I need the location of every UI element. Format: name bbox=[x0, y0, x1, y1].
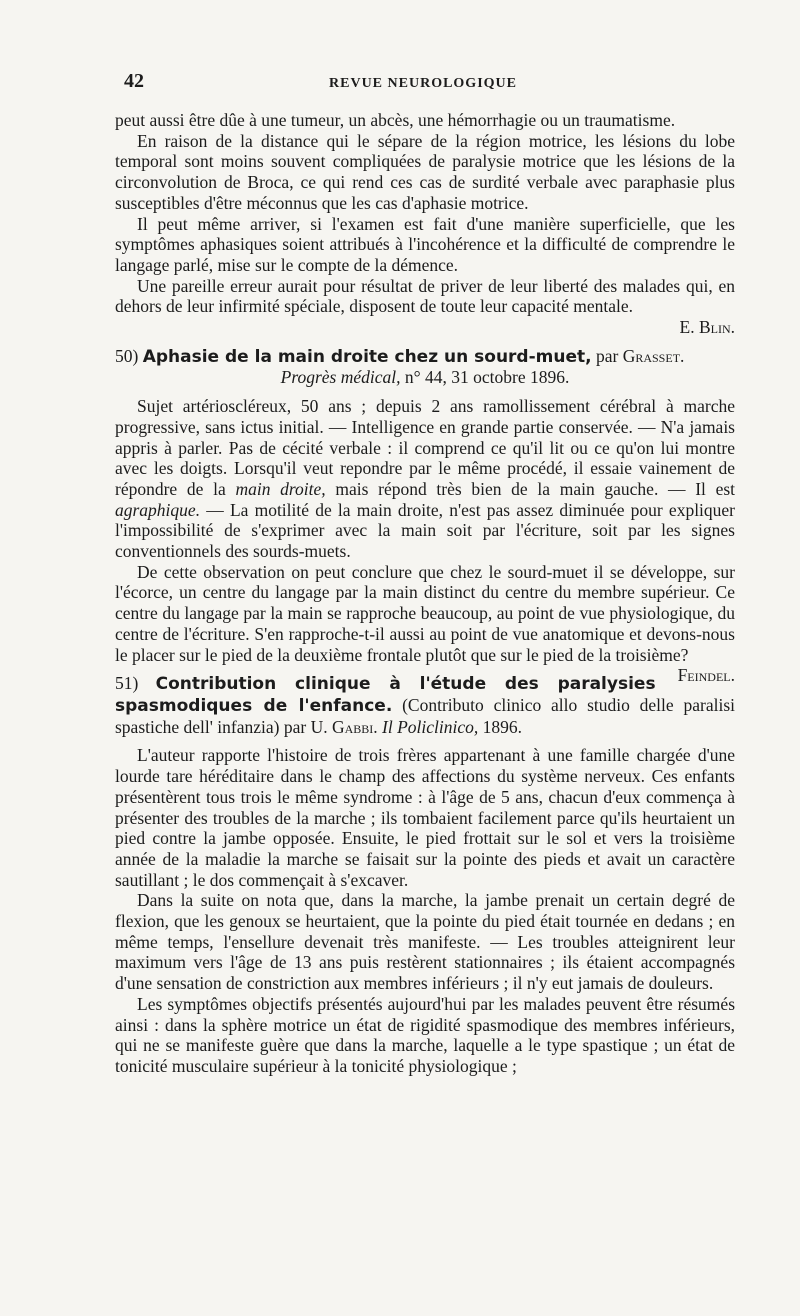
article-by: par bbox=[595, 345, 619, 366]
article-source bbox=[115, 367, 735, 388]
signature: Feindel. bbox=[677, 665, 735, 686]
article-number: 50) bbox=[115, 345, 139, 366]
article-number: 51) bbox=[115, 673, 139, 694]
article-author: Gabbi. bbox=[331, 716, 378, 737]
paragraph: Il peut même arriver, si l'examen est fait d'une manière superficielle, que les symptômes aphasiques soient attribués à l'incohérence et la difficulté de comprendre le langage parlé, mise sur le compte de la démence. bbox=[115, 213, 735, 275]
article-heading bbox=[115, 346, 735, 368]
journal-issue: n° 44, 31 octobre 1896. bbox=[404, 367, 570, 388]
paragraph: Sujet artérioscléreux, 50 ans ; depuis 2 ans ramollissement cérébral à marche progressive, sans ictus initial. — Intelligence en grande partie conservée. — N'a jamais appris à parler. Pas de cécité verbale : il comprend ce qu'il lit ou ce qu'on lui montre avec les doigts. Lorsqu'il veut repondre par le même procédé, il essaie vainement de répondre de la main droite, mais répond très bien de la main gauche. — Il est agraphique. — La motilité de la main droite, n'est pas assez diminuée pour expliquer l'impossibilité de s'exprimer avec la main soit par l'écriture, soit par les signes conventionnels des sourds-muets. bbox=[115, 396, 736, 562]
article-heading bbox=[115, 673, 735, 737]
journal-name: Il Policlinico, bbox=[382, 716, 479, 737]
article-author: Grasset. bbox=[622, 345, 685, 366]
signature: E. Blin. bbox=[679, 317, 735, 338]
paragraph: De cette observation on peut conclure que chez le sourd-muet il se développe, sur l'écorce, un centre du langage par la main distinct du centre du membre supérieur. Ce centre du langage par la main se rapproche beaucoup, au point de vue physiologique, du centre de l'écriture. S'en rapproche-t-il aussi au point de vue anatomique et devons-nous le placer sur le pied de la deuxième frontale plutôt que sur le pied de la troisième? Feindel. bbox=[115, 561, 735, 686]
paragraph: L'auteur rapporte l'histoire de trois frères appartenant à une famille chargée d'une lourde tare héréditaire dans le champ des affections du système nerveux. Ces enfants présentèrent tous trois le même syndrome : à l'âge de 5 ans, chacun d'eux commença à présenter des troubles de la marche ; ils tombaient facilement parce qu'ils heurtaient un pied contre la jambe opposée. Ensuite, le pied frottait sur le sol et vers la troisième année de la maladie la marche se faisait sur la pointe des pieds et avait un caractère sautillant ; le dos commençait à s'excaver. bbox=[115, 745, 735, 890]
page-body bbox=[115, 110, 735, 1077]
article-title: Contribution clinique à l'étude des paralysies spasmodiques de l'enfance. bbox=[115, 674, 656, 716]
paragraph: En raison de la distance qui le sépare de la région motrice, les lésions du lobe temporal sont moins souvent compliquées de paralysie motrice que les lésions de la circonvolution de Broca, ce qui rend ces cas de surdité verbale avec paraphasie plus susceptibles d'être méconnus que les cas d'aphasie motrice. bbox=[115, 130, 735, 213]
journal-year: 1896. bbox=[482, 716, 523, 737]
paragraph: Les symptômes objectifs présentés aujourd'hui par les malades peuvent être résumés ainsi : dans la sphère motrice un état de rigidité spasmodique des membres inférieurs, qui ne se manifeste guère que dans la marche, laquelle a le type spastique ; un état de tonicité musculaire supérieur à la tonicité physiologique ; bbox=[115, 993, 735, 1076]
paragraph: Dans la suite on nota que, dans la marche, la jambe prenait un certain degré de flexion, que les genoux se heurtaient, que la pointe du pied était tournée en dedans ; en même temps, l'ensellure devenait très manifeste. — Les troubles atteignirent leur maximum vers l'âge de 13 ans puis restèrent stationnaires ; ils étaient accompagnés d'une sensation de constriction aux membres inférieurs ; il n'y eut jamais de douleurs. bbox=[115, 890, 735, 994]
page-header bbox=[118, 70, 728, 94]
article-title: Aphasie de la main droite chez un sourd-muet, bbox=[142, 346, 592, 367]
page-number: 42 bbox=[124, 70, 144, 92]
paragraph: Une pareille erreur aurait pour résultat de priver de leur liberté des malades qui, en dehors de leur infirmité spéciale, disposent de toute leur capacité mentale. bbox=[115, 275, 735, 317]
running-title: REVUE NEUROLOGIQUE bbox=[329, 76, 517, 91]
article-subtitle: (Contributo clinico allo studio delle paralisi spastiche dell' infanzia) par U. bbox=[115, 694, 735, 737]
paragraph: peut aussi être dûe à une tumeur, un abcès, une hémorrhagie ou un traumatisme. bbox=[115, 110, 676, 130]
journal-name: Progrès médical, bbox=[280, 367, 401, 388]
